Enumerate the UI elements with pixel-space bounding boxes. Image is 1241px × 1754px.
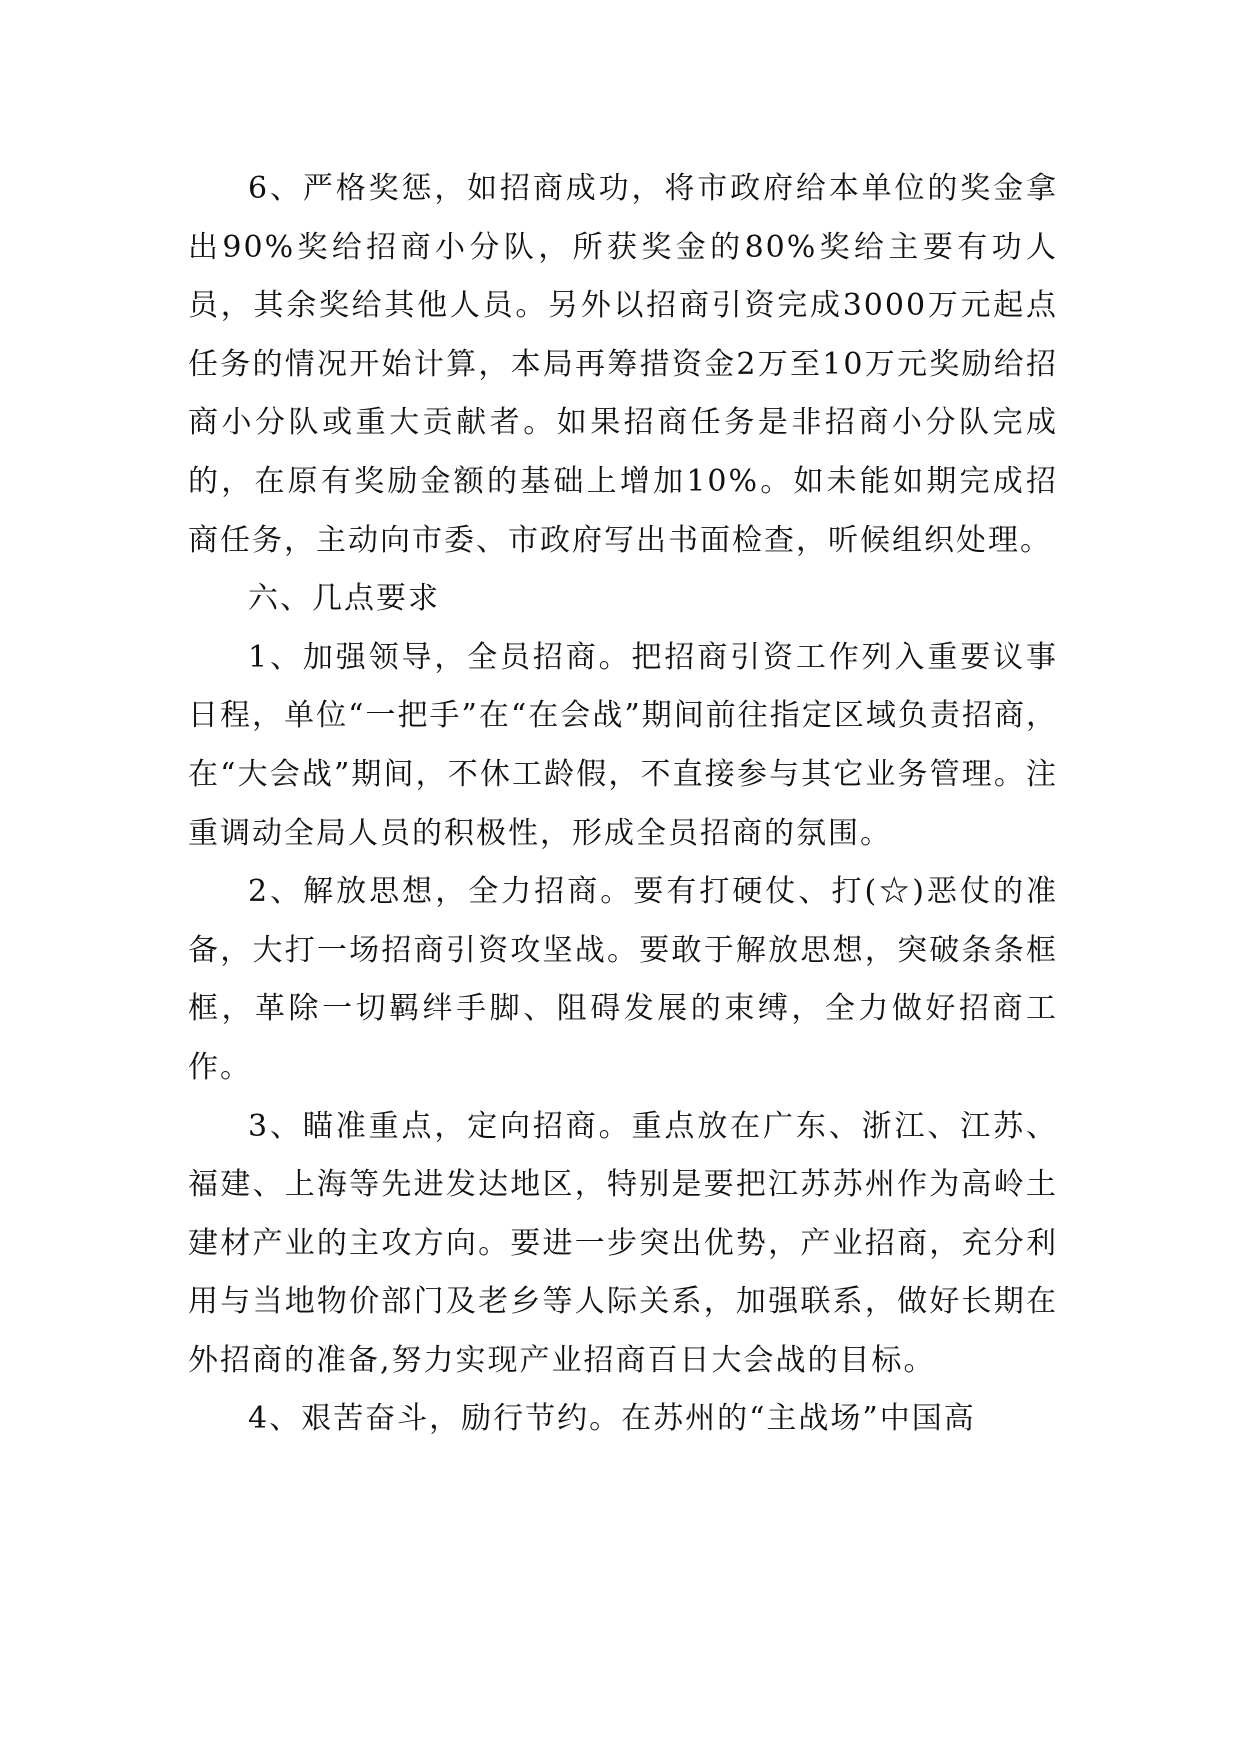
paragraph-reward-punishment: 6、严格奖惩，如招商成功，将市政府给本单位的奖金拿出90%奖给招商小分队，所获奖金的80%奖给主要有功人员，其余奖给其他人员。另外以招商引资完成3000万元起点任务的情况开始计算，本局再筹措资金2万至10万元奖励给招商小分队或重大贡献者。如果招商任务是非招商小分队完成的，在原有奖励金额的基础上增加10%。如未能如期完成招商任务，主动向市委、市政府写出书面检查，听候组织处理。: [188, 171, 1058, 558]
document-body: [188, 160, 1058, 1449]
paragraph-emancipate-thinking: 2、解放思想，全力招商。要有打硬仗、打(☆)恶仗的准备，大打一场招商引资攻坚战。要敢于解放思想，突破条条框框，革除一切羁绊手脚、阻碍发展的束缚，全力做好招商工作。: [188, 874, 1058, 1085]
paragraph-targeted-investment: 3、瞄准重点，定向招商。重点放在广东、浙江、江苏、福建、上海等先进发达地区，特别是要把江苏苏州作为高岭土建材产业的主攻方向。要进一步突出优势，产业招商，充分利用与当地物价部门及老乡等人际关系，加强联系，做好长期在外招商的准备,努力实现产业招商百日大会战的目标。: [188, 1108, 1058, 1378]
paragraph-hard-work-thrift: 4、艰苦奋斗，励行节约。在苏州的“主战场”中国高: [248, 1401, 976, 1437]
section-heading-requirements: 六、几点要求: [248, 581, 440, 617]
paragraph-leadership: 1、加强领导，全员招商。把招商引资工作列入重要议事日程，单位“一把手”在“在会战”期间前往指定区域负责招商，在“大会战”期间，不休工龄假，不直接参与其它业务管理。注重调动全局人员的积极性，形成全员招商的氛围。: [188, 639, 1058, 851]
